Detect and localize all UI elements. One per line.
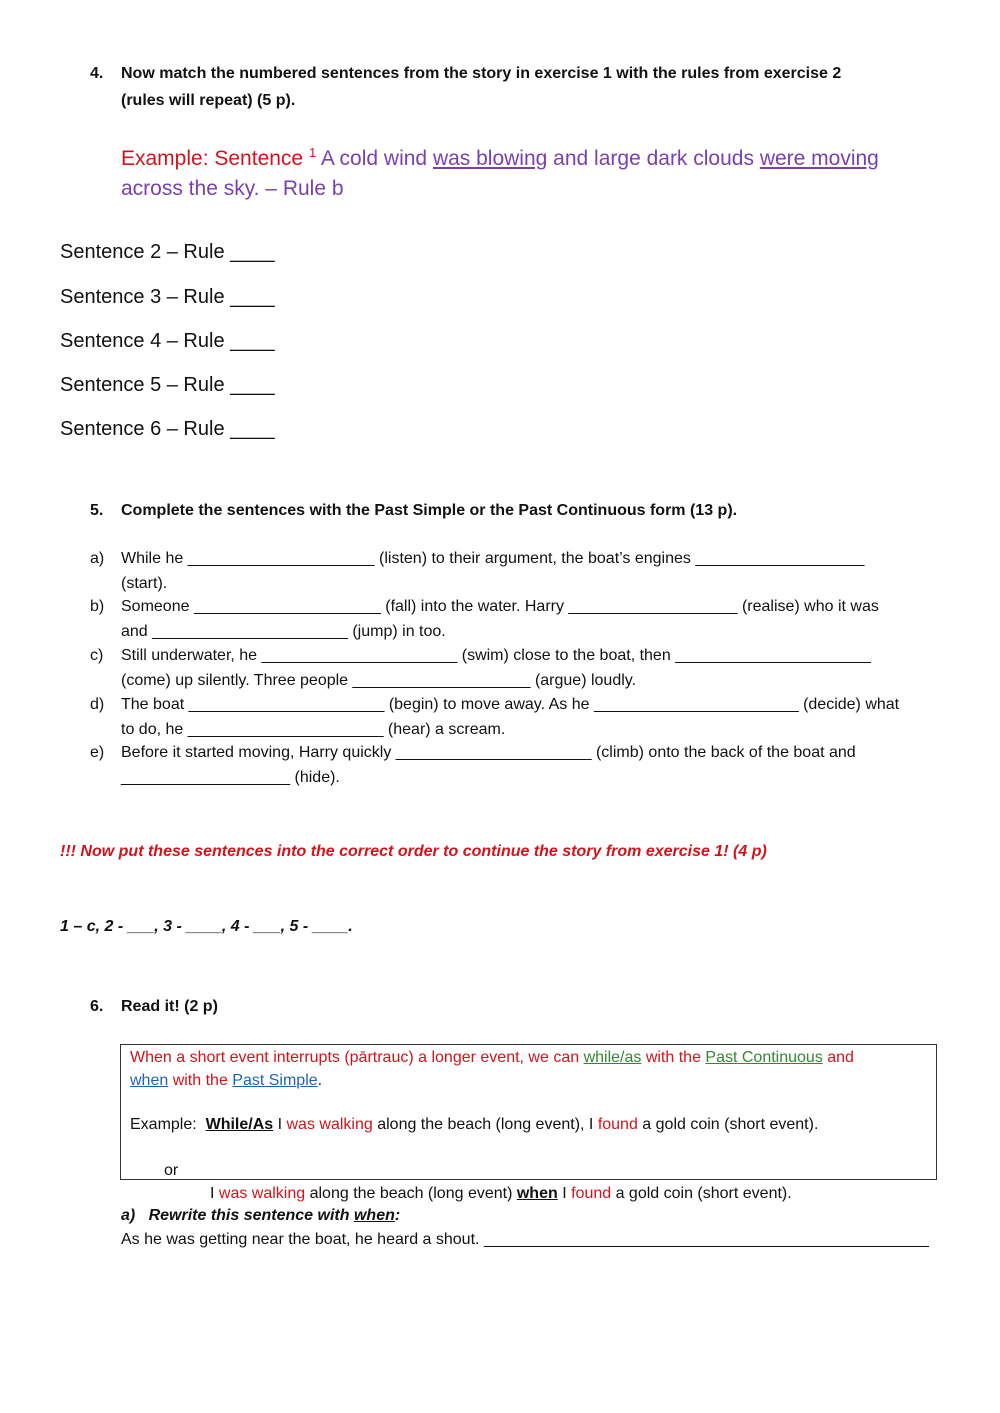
q5-item-b (90, 595, 970, 644)
example-text2: and large dark clouds (547, 147, 760, 170)
item-line1: Still underwater, he ______________________ (swim) close to the boat, then ______________________ (121, 647, 871, 664)
q4-number: 4. (90, 65, 104, 82)
q6a-letter: a) (121, 1207, 136, 1224)
example2-i: I (210, 1185, 219, 1202)
q5-item-c (90, 644, 970, 693)
q6-title: Read it! (2 p) (121, 998, 218, 1015)
example2-mid: along the beach (long event) (305, 1185, 517, 1202)
example-mid: along the beach (long event), I (372, 1116, 598, 1133)
rule-while-as: while/as (583, 1049, 642, 1066)
rule-text1: When a short event interrupts (pārtrauc) a longer event, we can (130, 1049, 584, 1066)
q6a-heading (121, 1207, 400, 1225)
example2-found: found (571, 1185, 612, 1202)
item-letter: d) (90, 696, 105, 713)
example-label: Example: (130, 1116, 206, 1133)
q4-example-line2: across the sky. – Rule b (121, 177, 344, 200)
example-underline1: was blowing (432, 147, 548, 170)
item-line2: ___________________ (hide). (121, 768, 340, 786)
example2-end: a gold coin (short event). (611, 1185, 792, 1202)
item-line2: and ______________________ (jump) in too. (121, 622, 446, 640)
example2-when: when (516, 1185, 558, 1202)
example-was-walking: was walking (286, 1116, 373, 1133)
q5-item-e (90, 741, 970, 790)
item-line2: (come) up silently. Three people ____________________ (argue) loudly. (121, 671, 637, 689)
q5-title: Complete the sentences with the Past Simple or the Past Continuous form (13 p). (121, 502, 738, 519)
q5-item-d (90, 693, 970, 742)
example2-was-walking: was walking (218, 1185, 306, 1202)
item-line1: While he _____________________ (listen) to their argument, the boat’s engines ___________________ (121, 550, 865, 567)
sentence-4: Sentence 4 – Rule ____ (60, 330, 275, 352)
q6a-label: Rewrite this sentence with (148, 1207, 354, 1224)
example-underline2: were moving (759, 147, 879, 170)
rule-when: when (130, 1072, 169, 1089)
order-instruction: !!! Now put these sentences into the correct order to continue the story from exercise 1! (4 p) (60, 843, 767, 860)
item-letter: a) (90, 550, 105, 567)
rule-example2 (130, 1136, 930, 1202)
q6a-word: when (353, 1207, 395, 1224)
item-line2: to do, he ______________________ (hear) a scream. (121, 720, 506, 738)
q5-number: 5. (90, 502, 104, 519)
q4-title-line2: (rules will repeat) (5 p). (121, 92, 296, 109)
sentence-2: Sentence 2 – Rule ____ (60, 241, 275, 263)
item-line1: Someone _____________________ (fall) into the water. Harry ___________________ (realise) who it was (121, 598, 879, 615)
item-line1: Before it started moving, Harry quickly ______________________ (climb) onto the back of the boat and (121, 744, 856, 761)
q4-example-line1 (121, 138, 981, 174)
example-label: Example: Sentence (121, 147, 304, 170)
q6a-colon: : (394, 1207, 401, 1224)
item-letter: e) (90, 744, 105, 761)
example-while-as: While/As (205, 1116, 274, 1133)
rule-text2: with the (641, 1049, 706, 1066)
order-answer: 1 – c, 2 - ___, 3 - ____, 4 - ___, 5 - ____. (60, 918, 353, 935)
rule-example1 (130, 1113, 930, 1136)
rule-past-simple: Past Simple (232, 1072, 318, 1089)
rule-past-continuous: Past Continuous (705, 1049, 823, 1066)
sentence-3: Sentence 3 – Rule ____ (60, 286, 275, 308)
example-found: found (597, 1116, 638, 1133)
rule-text5: . (317, 1072, 323, 1089)
q6a-sentence: As he was getting near the boat, he heard a shout. __________________________________________________ (121, 1231, 929, 1248)
example-sup: 1 (308, 145, 317, 160)
rule-text4: with the (168, 1072, 233, 1089)
rule-line2 (130, 1069, 930, 1092)
example-text1: A cold wind (316, 147, 433, 170)
q5-heading (90, 497, 970, 524)
rule-text3: and (822, 1049, 854, 1066)
q4-example (121, 138, 981, 204)
example2-i2: I (557, 1185, 572, 1202)
rule-box (120, 1044, 937, 1202)
example-i: I (273, 1116, 287, 1133)
item-letter: c) (90, 647, 104, 664)
item-line2: (start). (121, 574, 168, 592)
example-end: a gold coin (short event). (637, 1116, 819, 1133)
example-or: or (164, 1162, 179, 1179)
q5-item-a (90, 547, 970, 596)
q6-heading (90, 993, 970, 1020)
item-line1: The boat ______________________ (begin) to move away. As he _______________________ (decide) what (121, 696, 900, 713)
sentence-6: Sentence 6 – Rule ____ (60, 418, 275, 440)
q6-number: 6. (90, 998, 104, 1015)
sentence-5: Sentence 5 – Rule ____ (60, 374, 275, 396)
q4-title-line1: Now match the numbered sentences from the story in exercise 1 with the rules from exercise 2 (121, 65, 842, 82)
q4-heading (90, 60, 970, 114)
item-letter: b) (90, 598, 105, 615)
rule-line1 (130, 1046, 930, 1069)
